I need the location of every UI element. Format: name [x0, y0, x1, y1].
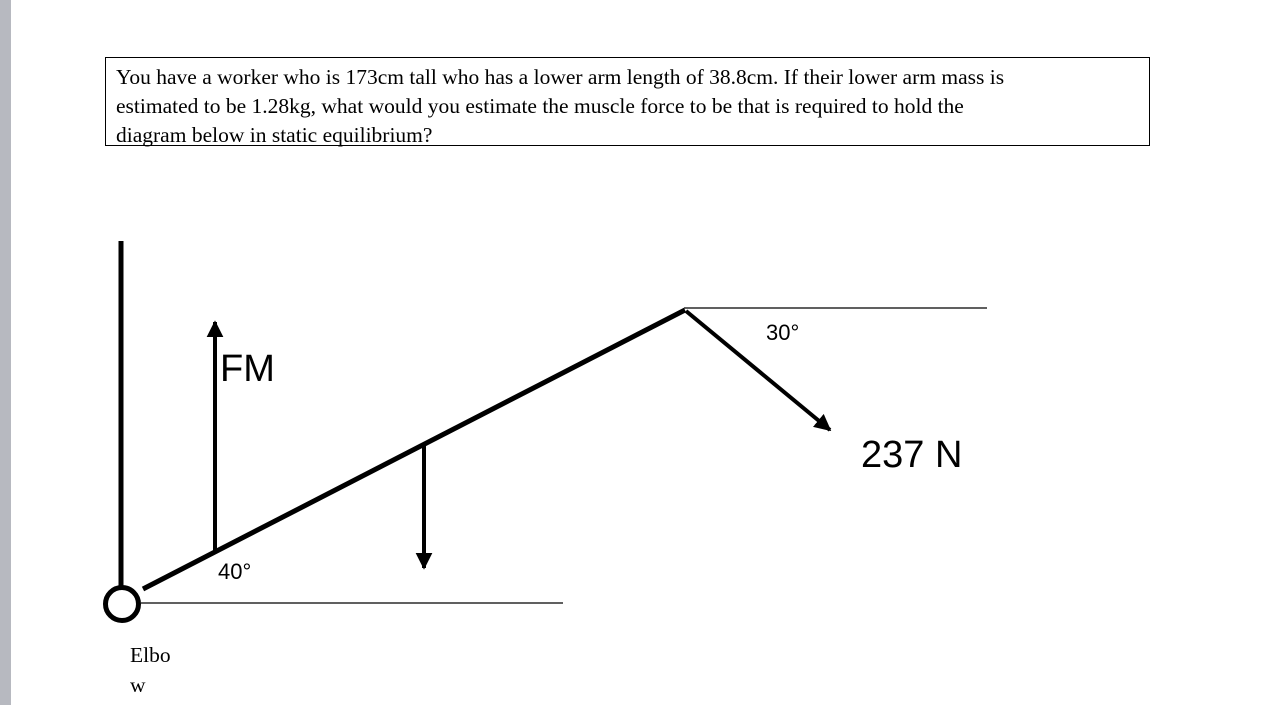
elbow-label	[130, 640, 171, 700]
hand-force-arrow	[686, 311, 830, 430]
question-line-3: diagram below in static equilibrium?	[116, 123, 433, 147]
hand-angle-label: 30°	[766, 320, 800, 345]
elbow-joint-circle	[106, 588, 139, 621]
elbow-label-line-1: Elbo	[130, 643, 171, 667]
question-line-2: estimated to be 1.28kg, what would you estimate the muscle force to be that is required to hold the	[116, 94, 964, 118]
elbow-label-line-2: w	[130, 673, 146, 697]
hand-force-label: 237 N	[861, 434, 963, 476]
elbow-angle-label: 40°	[218, 559, 252, 584]
question-line-1: You have a worker who is 173cm tall who has a lower arm length of 38.8cm. If their lower arm mass is	[116, 65, 1005, 89]
muscle-force-label: FM	[220, 348, 275, 390]
